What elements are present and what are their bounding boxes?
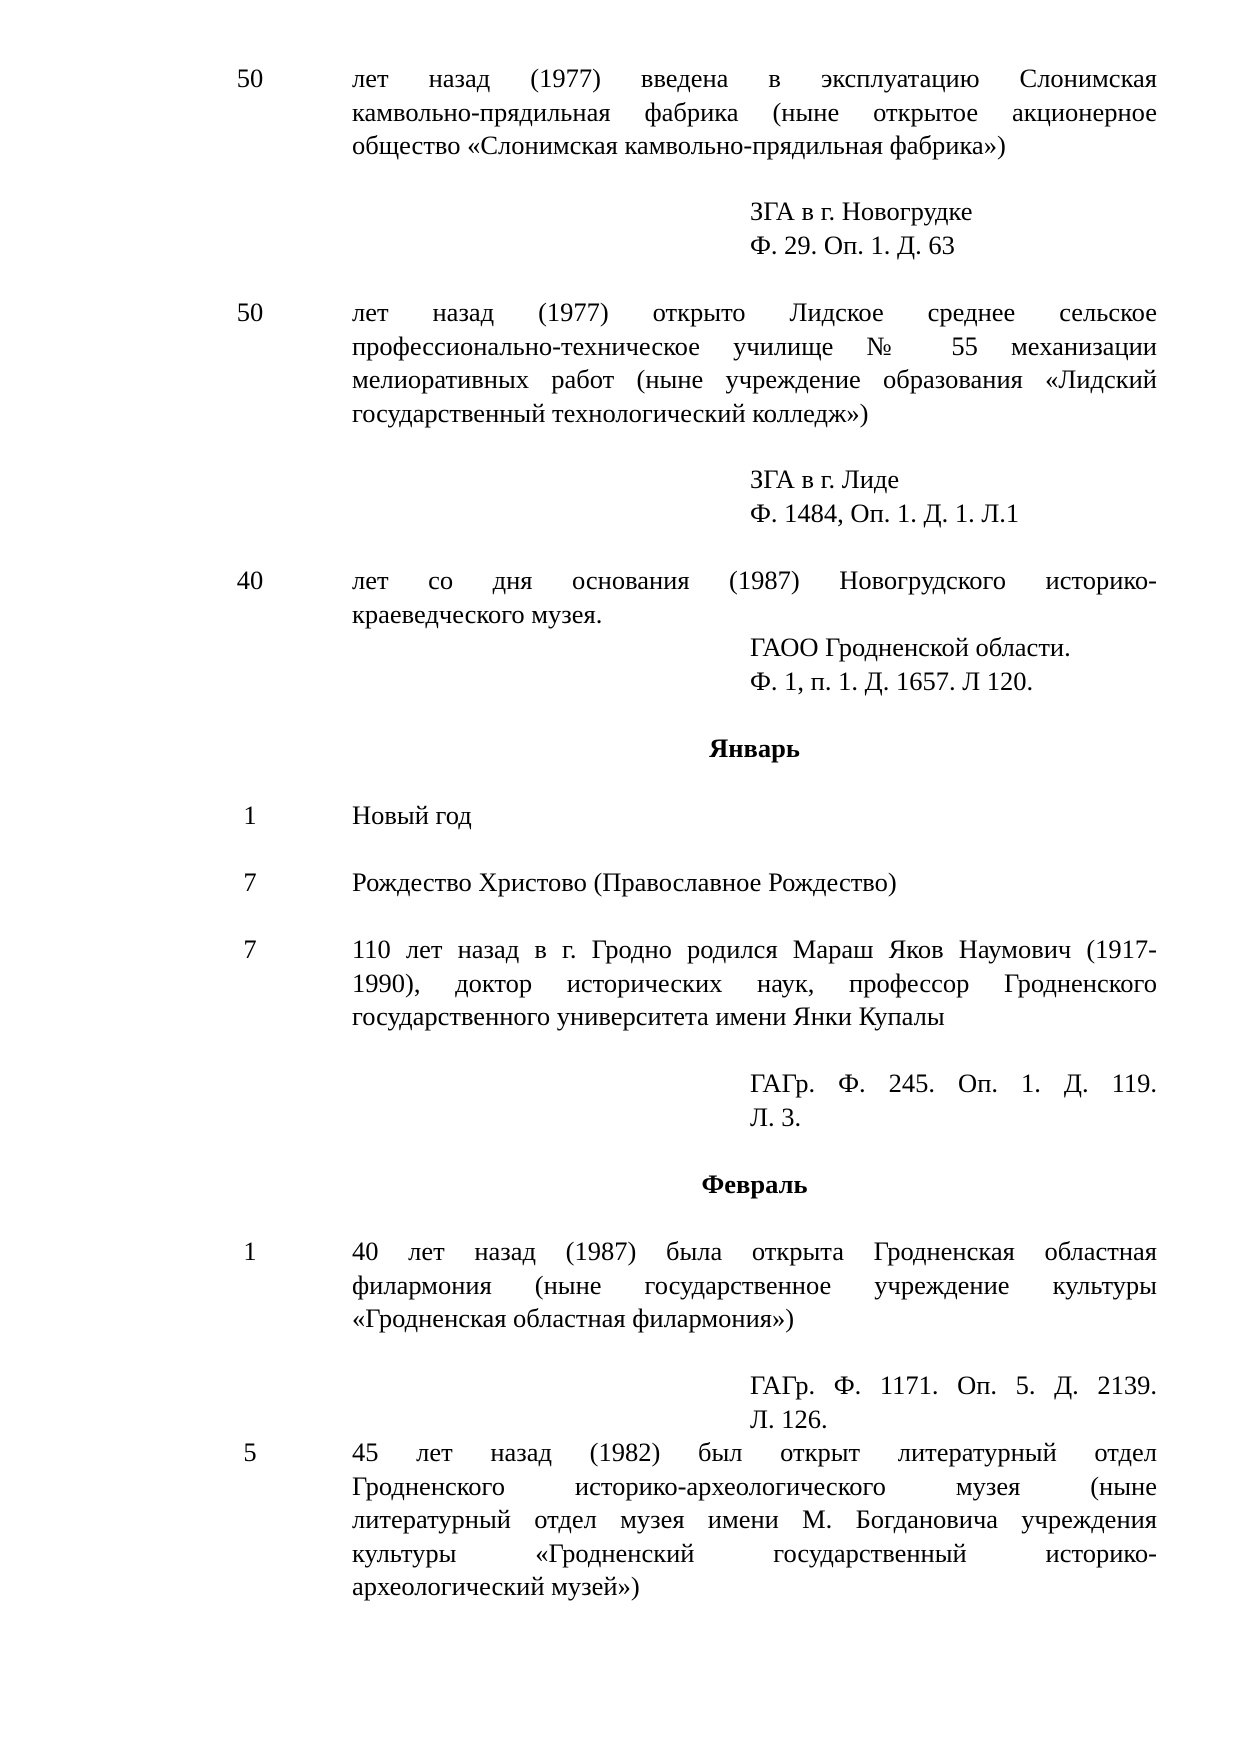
entry-text-line: «Гродненская областная филармония»): [352, 1303, 795, 1333]
archive-source: [750, 631, 1157, 698]
archive-source: [750, 1067, 1157, 1134]
entry-number: 1: [243, 1236, 257, 1266]
entry-number: 7: [243, 867, 257, 897]
archive-source-line: ГАГр. Ф. 245. Оп. 1. Д. 119.: [750, 1068, 1157, 1098]
entry-text-line: археологический музей»): [352, 1571, 640, 1601]
archive-source-line: Л. 126.: [750, 1403, 828, 1434]
archive-source-line: Л. 3.: [750, 1101, 802, 1132]
entry-text-line: государственного университета имени Янки Купалы: [352, 1001, 945, 1031]
archive-source: [750, 1369, 1157, 1436]
archive-source-line: Ф. 1484, Оп. 1. Д. 1. Л.1: [750, 497, 1020, 528]
archive-source: [750, 463, 1157, 530]
entry-text-line: литературный отдел музея имени М. Богдановича учреждения: [352, 1504, 1157, 1534]
entry-text-line: профессионально-техническое училище № 55 механизации: [352, 330, 1157, 361]
entry-text: [352, 933, 1157, 1034]
archive-source-line: Ф. 1, п. 1. Д. 1657. Л 120.: [750, 665, 1034, 696]
entry-text-line: камвольно-прядильная фабрика (ныне открытое акционерное: [352, 96, 1157, 127]
entry-text: [352, 62, 1157, 163]
entry-text-line: краеведческого музея.: [352, 598, 603, 629]
entry-number: 5: [243, 1437, 257, 1467]
entry-text-line: культуры «Гродненский государственный историко-: [352, 1537, 1157, 1568]
entry-text-line: лет со дня основания (1987) Новогрудского историко-: [352, 565, 1157, 595]
entry-text-line: 110 лет назад в г. Гродно родился Мараш Яков Наумович (1917-: [352, 934, 1157, 964]
month-heading-january: Январь: [709, 733, 800, 763]
archive-source: [750, 195, 1157, 262]
entry-text-line: Рождество Христово (Православное Рождество): [352, 867, 897, 897]
entry-number: 7: [243, 934, 257, 964]
entry-number: 50: [236, 297, 264, 327]
entry-text-line: Новый год: [352, 800, 472, 830]
entry-text-line: 45 лет назад (1982) был открыт литературный отдел: [352, 1437, 1157, 1467]
entry-text: [352, 1436, 1157, 1604]
archive-source-line: ГАОО Гродненской области.: [750, 632, 1071, 662]
entry-number: 1: [243, 800, 257, 830]
entry-text: [352, 1235, 1157, 1336]
archive-source-line: ЗГА в г. Новогрудке: [750, 196, 973, 226]
entry-text-line: государственный технологический колледж»): [352, 397, 869, 428]
month-heading-february: Февраль: [701, 1169, 808, 1199]
entry-text-line: филармония (ныне государственное учреждение культуры: [352, 1269, 1157, 1300]
entry-number: 50: [236, 63, 264, 93]
entry-text-line: Гродненского историко-археологического музея (ныне: [352, 1470, 1157, 1501]
entry-text-line: 1990), доктор исторических наук, профессор Гродненского: [352, 967, 1157, 998]
entry-text-line: лет назад (1977) открыто Лидское среднее сельское: [352, 297, 1157, 327]
entry-text-line: 40 лет назад (1987) была открыта Гродненская областная: [352, 1236, 1157, 1266]
entry-text: [352, 799, 1157, 833]
entry-text-line: общество «Слонимская камвольно-прядильная фабрика»): [352, 130, 1006, 160]
entry-text: [352, 564, 1157, 631]
entry-text-line: мелиоративных работ (ныне учреждение образования «Лидский: [352, 364, 1157, 394]
archive-source-line: ГАГр. Ф. 1171. Оп. 5. Д. 2139.: [750, 1370, 1157, 1400]
entry-text: [352, 296, 1157, 430]
entry-text-line: лет назад (1977) введена в эксплуатацию Слонимская: [352, 63, 1157, 93]
archive-source-line: ЗГА в г. Лиде: [750, 464, 900, 494]
entry-number: 40: [236, 565, 264, 595]
archive-source-line: Ф. 29. Оп. 1. Д. 63: [750, 229, 955, 260]
entry-text: [352, 866, 1157, 900]
